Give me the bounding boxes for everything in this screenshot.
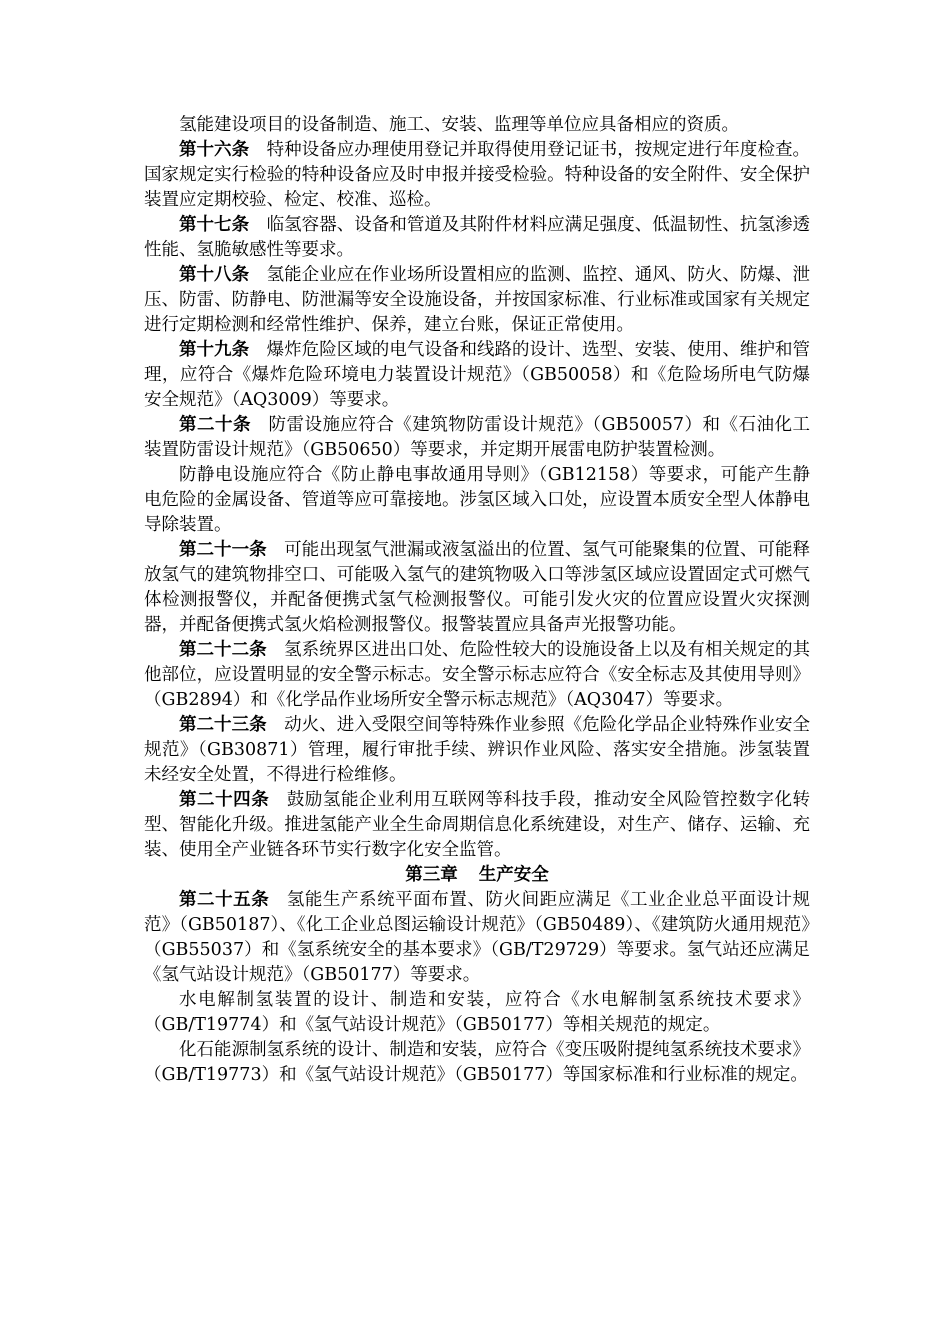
- paragraph-text: 防静电设施应符合《防止静电事故通用导则》（GB12158）等要求，可能产生静电危险的金属设备、管道等应可靠接地。涉氢区域入口处，应设置本质安全型人体静电导除装置。: [144, 465, 810, 535]
- chapter-title: 生产安全: [478, 865, 549, 885]
- article-25: [144, 888, 810, 988]
- article-18: [144, 263, 810, 338]
- paragraph: [144, 463, 810, 538]
- article-number: 第十六条: [179, 140, 250, 160]
- article-21: [144, 538, 810, 638]
- paragraph-text: 防雷设施应符合《建筑物防雷设计规范》（GB50057）和《石油化工装置防雷设计规范》（GB50650）等要求，并定期开展雷电防护装置检测。: [144, 415, 810, 460]
- article-number: 第二十四条: [179, 790, 270, 810]
- paragraph-text: 化石能源制氢系统的设计、制造和安装，应符合《变压吸附提纯氢系统技术要求》（GB/T19773）和《氢气站设计规范》（GB50177）等国家标准和行业标准的规定。: [144, 1040, 810, 1085]
- paragraph-text: 特种设备应办理使用登记并取得使用登记证书，按规定进行年度检查。国家规定实行检验的特种设备应及时申报并接受检验。特种设备的安全附件、安全保护装置应定期校验、检定、校准、巡检。: [144, 140, 811, 210]
- paragraph-text: 鼓励氢能企业利用互联网等科技手段，推动安全风险管控数字化转型、智能化升级。推进氢能产业全生命周期信息化系统建设，对生产、储存、运输、充装、使用全产业链各环节实行数字化安全监管。: [144, 790, 811, 860]
- article-22: [144, 638, 810, 713]
- article-number: 第十七条: [179, 215, 250, 235]
- paragraph: [144, 988, 810, 1038]
- article-23: [144, 713, 810, 788]
- paragraph-text: 临氢容器、设备和管道及其附件材料应满足强度、低温韧性、抗氢渗透性能、氢脆敏感性等要求。: [144, 215, 811, 260]
- article-19: [144, 338, 810, 413]
- paragraph-text: 水电解制氢装置的设计、制造和安装，应符合《水电解制氢系统技术要求》（GB/T19774）和《氢气站设计规范》（GB50177）等相关规范的规定。: [144, 990, 810, 1035]
- article-number: 第二十二条: [179, 640, 267, 660]
- paragraph: [144, 1038, 810, 1088]
- article-number: 第十九条: [179, 340, 250, 360]
- article-20: [144, 413, 810, 463]
- paragraph-text: 氢能生产系统平面布置、防火间距应满足《工业企业总平面设计规范》（GB50187）、《化工企业总图运输设计规范》（GB50489）、《建筑防火通用规范》（GB55037）和《氢系统安全的基本要求》（GB/T29729）等要求。氢气站还应满足《氢气站设计规范》（GB50177）等要求。: [144, 890, 811, 985]
- article-number: 第二十条: [179, 415, 251, 435]
- paragraph-text: 可能出现氢气泄漏或液氢溢出的位置、氢气可能聚集的位置、可能释放氢气的建筑物排空口、可能吸入氢气的建筑物吸入口等涉氢区域应设置固定式可燃气体检测报警仪，并配备便携式氢气检测报警仪。可能引发火灾的位置应设置火灾探测器，并配备便携式氢火焰检测报警仪。报警装置应具备声光报警功能。: [144, 540, 811, 635]
- paragraph-text: 氢系统界区进出口处、危险性较大的设施设备上以及有相关规定的其他部位，应设置明显的安全警示标志。安全警示标志应符合《安全标志及其使用导则》（GB2894）和《化学品作业场所安全警示标志规范》（AQ3047）等要求。: [144, 640, 811, 710]
- paragraph-text: 动火、进入受限空间等特殊作业参照《危险化学品企业特殊作业安全规范》（GB30871）管理，履行审批手续、辨识作业风险、落实安全措施。涉氢装置未经安全处置，不得进行检维修。: [144, 715, 811, 785]
- paragraph-text: 爆炸危险区域的电气设备和线路的设计、选型、安装、使用、维护和管理，应符合《爆炸危险环境电力装置设计规范》（GB50058）和《危险场所电气防爆安全规范》（AQ3009）等要求。: [144, 340, 811, 410]
- article-number: 第二十三条: [179, 715, 267, 735]
- article-number: 第十八条: [179, 265, 250, 285]
- article-24: [144, 788, 810, 863]
- document-page: [144, 113, 810, 1088]
- article-16: [144, 138, 810, 213]
- paragraph-text: 氢能建设项目的设备制造、施工、安装、监理等单位应具备相应的资质。: [179, 115, 739, 135]
- chapter-number: 第三章: [405, 865, 458, 885]
- article-17: [144, 213, 810, 263]
- paragraph-text: 氢能企业应在作业场所设置相应的监测、监控、通风、防火、防爆、泄压、防雷、防静电、防泄漏等安全设施设备，并按国家标准、行业标准或国家有关规定进行定期检测和经常性维护、保养，建立台账，保证正常使用。: [144, 265, 811, 335]
- article-number: 第二十五条: [179, 890, 270, 910]
- chapter-heading: [144, 863, 810, 888]
- paragraph: [144, 113, 810, 138]
- article-number: 第二十一条: [179, 540, 267, 560]
